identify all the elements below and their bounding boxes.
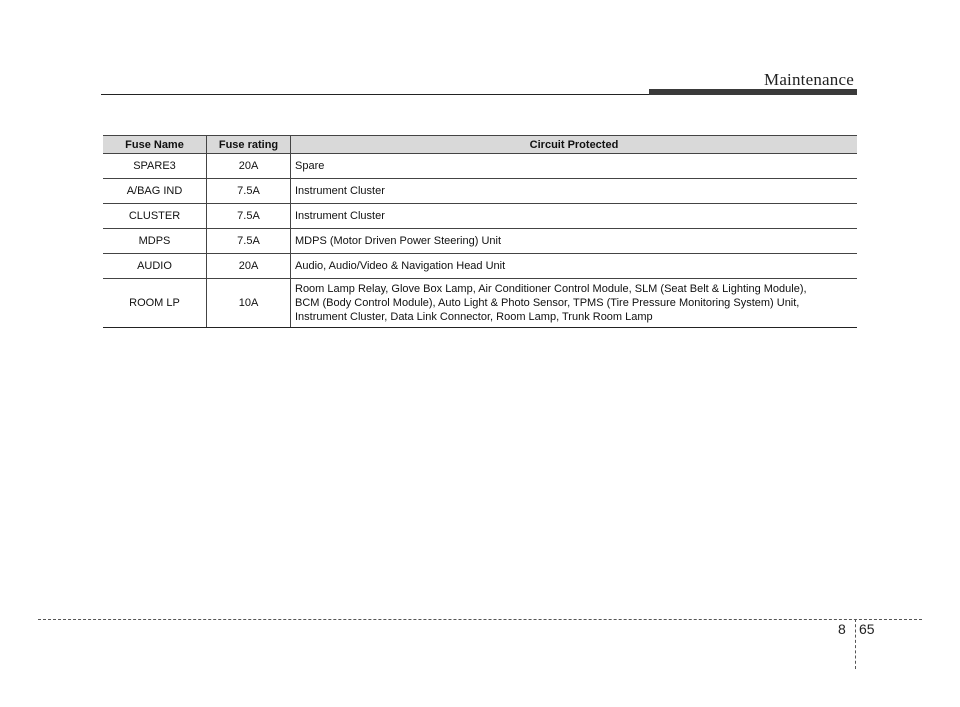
table-row — [103, 279, 857, 328]
fuse-name-cell: ROOM LP — [103, 279, 207, 328]
footer-divider — [855, 619, 856, 669]
header-rule — [101, 94, 649, 95]
fuse-rating-cell: 20A — [207, 254, 291, 279]
circuit-cell — [291, 279, 858, 328]
circuit-cell: Instrument Cluster — [291, 204, 858, 229]
circuit-cell: Instrument Cluster — [291, 179, 858, 204]
table-header-row — [103, 136, 857, 154]
circuit-cell: MDPS (Motor Driven Power Steering) Unit — [291, 229, 858, 254]
fuse-rating-cell: 7.5A — [207, 179, 291, 204]
fuse-rating-cell: 20A — [207, 154, 291, 179]
chapter-number: 8 — [838, 621, 846, 637]
fuse-rating-cell: 7.5A — [207, 204, 291, 229]
fuse-rating-cell: 10A — [207, 279, 291, 328]
fuse-rating-cell: 7.5A — [207, 229, 291, 254]
header-rule-bar — [649, 89, 857, 95]
table-row — [103, 229, 857, 254]
circuit-cell: Audio, Audio/Video & Navigation Head Unit — [291, 254, 858, 279]
fuse-name-cell: MDPS — [103, 229, 207, 254]
fuse-table — [103, 135, 857, 328]
circuit-text: Room Lamp Relay, Glove Box Lamp, Air Conditioner Control Module, SLM (Seat Belt & Lighting Module), BCM (Body Control Module), Auto Light & Photo Sensor, TPMS (Tire Pressure Monitoring System) Unit, Instrument Cluster, Data Link Connector, Room Lamp, Trunk Room Lamp — [295, 283, 807, 323]
footer-rule — [38, 619, 922, 620]
column-header-circuit-protected: Circuit Protected — [291, 136, 858, 154]
fuse-name-cell: A/BAG IND — [103, 179, 207, 204]
circuit-cell: Spare — [291, 154, 858, 179]
column-header-fuse-name: Fuse Name — [103, 136, 207, 154]
table-row — [103, 254, 857, 279]
fuse-name-cell: SPARE3 — [103, 154, 207, 179]
page-number: 65 — [859, 621, 875, 637]
table-row — [103, 154, 857, 179]
fuse-name-cell: CLUSTER — [103, 204, 207, 229]
column-header-fuse-rating: Fuse rating — [207, 136, 291, 154]
section-title: Maintenance — [764, 70, 854, 89]
fuse-name-cell: AUDIO — [103, 254, 207, 279]
table-row — [103, 204, 857, 229]
table-row — [103, 179, 857, 204]
